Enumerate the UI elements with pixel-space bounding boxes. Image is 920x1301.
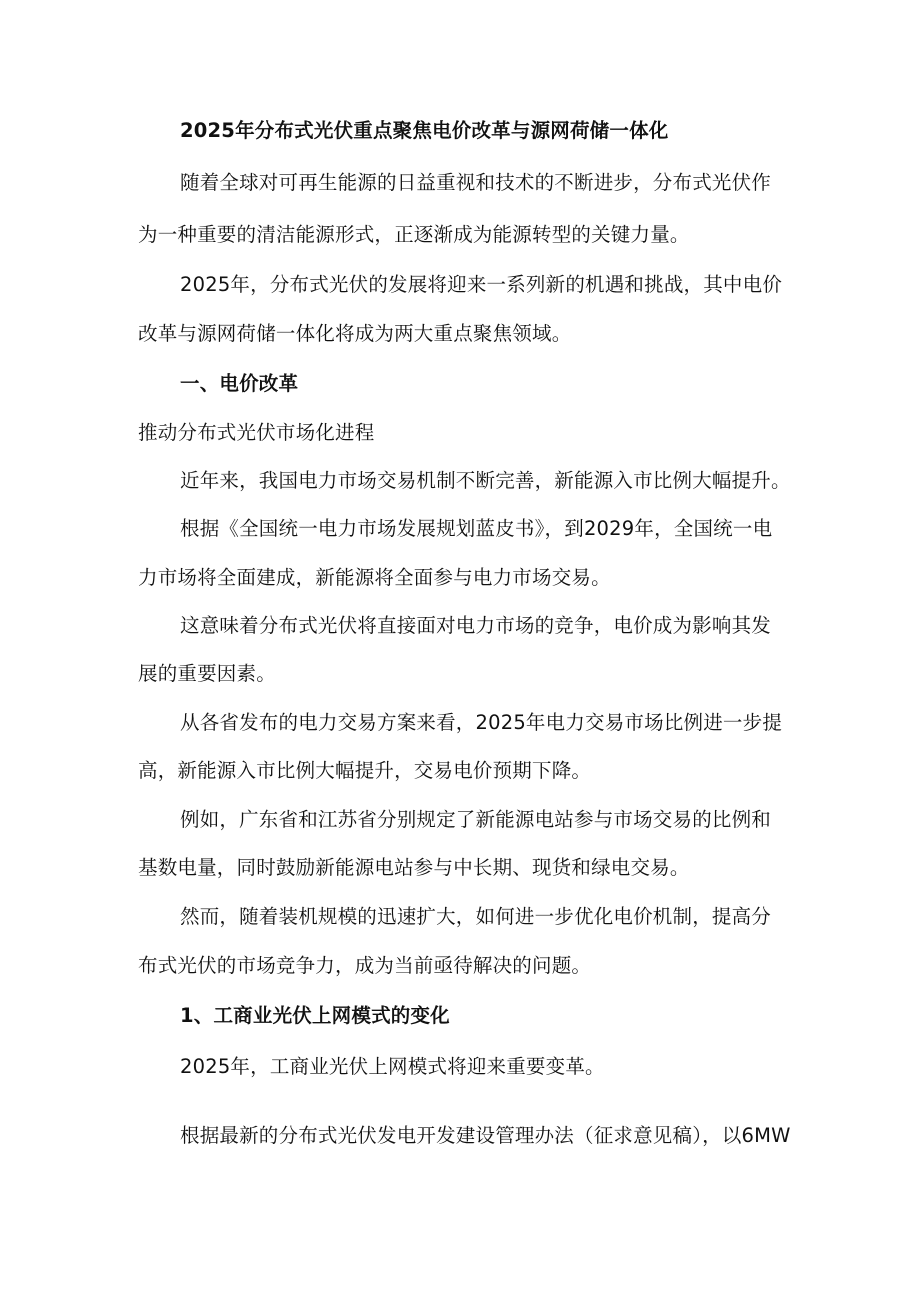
paragraph-line: 2025年，分布式光伏的发展将迎来一系列新的机遇和挑战，其中电价 xyxy=(180,273,783,296)
paragraph-line: 然而，随着装机规模的迅速扩大，如何进一步优化电价机制，提高分 xyxy=(180,905,772,928)
paragraph-line: 从各省发布的电力交易方案来看，2025年电力交易市场比例进一步提 xyxy=(180,711,783,734)
section-heading: 一、电价改革 xyxy=(180,372,299,395)
document-title: 2025年分布式光伏重点聚焦电价改革与源网荷储一体化 xyxy=(180,119,669,142)
paragraph-line: 展的重要因素。 xyxy=(138,662,276,685)
paragraph-line: 力市场将全面建成，新能源将全面参与电力市场交易。 xyxy=(138,566,611,589)
subheading: 推动分布式光伏市场化进程 xyxy=(138,421,375,444)
paragraph-line: 高，新能源入市比例大幅提升，交易电价预期下降。 xyxy=(138,759,592,782)
paragraph-line: 为一种重要的清洁能源形式，正逐渐成为能源转型的关键力量。 xyxy=(138,223,690,246)
section-heading: 1、工商业光伏上网模式的变化 xyxy=(180,1004,450,1027)
paragraph-line: 近年来，我国电力市场交易机制不断完善，新能源入市比例大幅提升。 xyxy=(180,469,791,492)
paragraph-line: 2025年，工商业光伏上网模式将迎来重要变革。 xyxy=(180,1055,605,1078)
paragraph-line: 布式光伏的市场竞争力，成为当前亟待解决的问题。 xyxy=(138,954,592,977)
paragraph-line: 随着全球对可再生能源的日益重视和技术的不断进步，分布式光伏作 xyxy=(180,171,772,194)
paragraph-line: 例如，广东省和江苏省分别规定了新能源电站参与市场交易的比例和 xyxy=(180,808,772,831)
paragraph-line: 根据最新的分布式光伏发电开发建设管理办法（征求意见稿），以6MW xyxy=(180,1124,791,1147)
paragraph-line: 根据《全国统一电力市场发展规划蓝皮书》，到2029年，全国统一电 xyxy=(180,517,773,540)
paragraph-line: 改革与源网荷储一体化将成为两大重点聚焦领域。 xyxy=(138,322,572,345)
paragraph-line: 这意味着分布式光伏将直接面对电力市场的竞争，电价成为影响其发 xyxy=(180,614,772,637)
paragraph-line: 基数电量，同时鼓励新能源电站参与中长期、现货和绿电交易。 xyxy=(138,856,690,879)
